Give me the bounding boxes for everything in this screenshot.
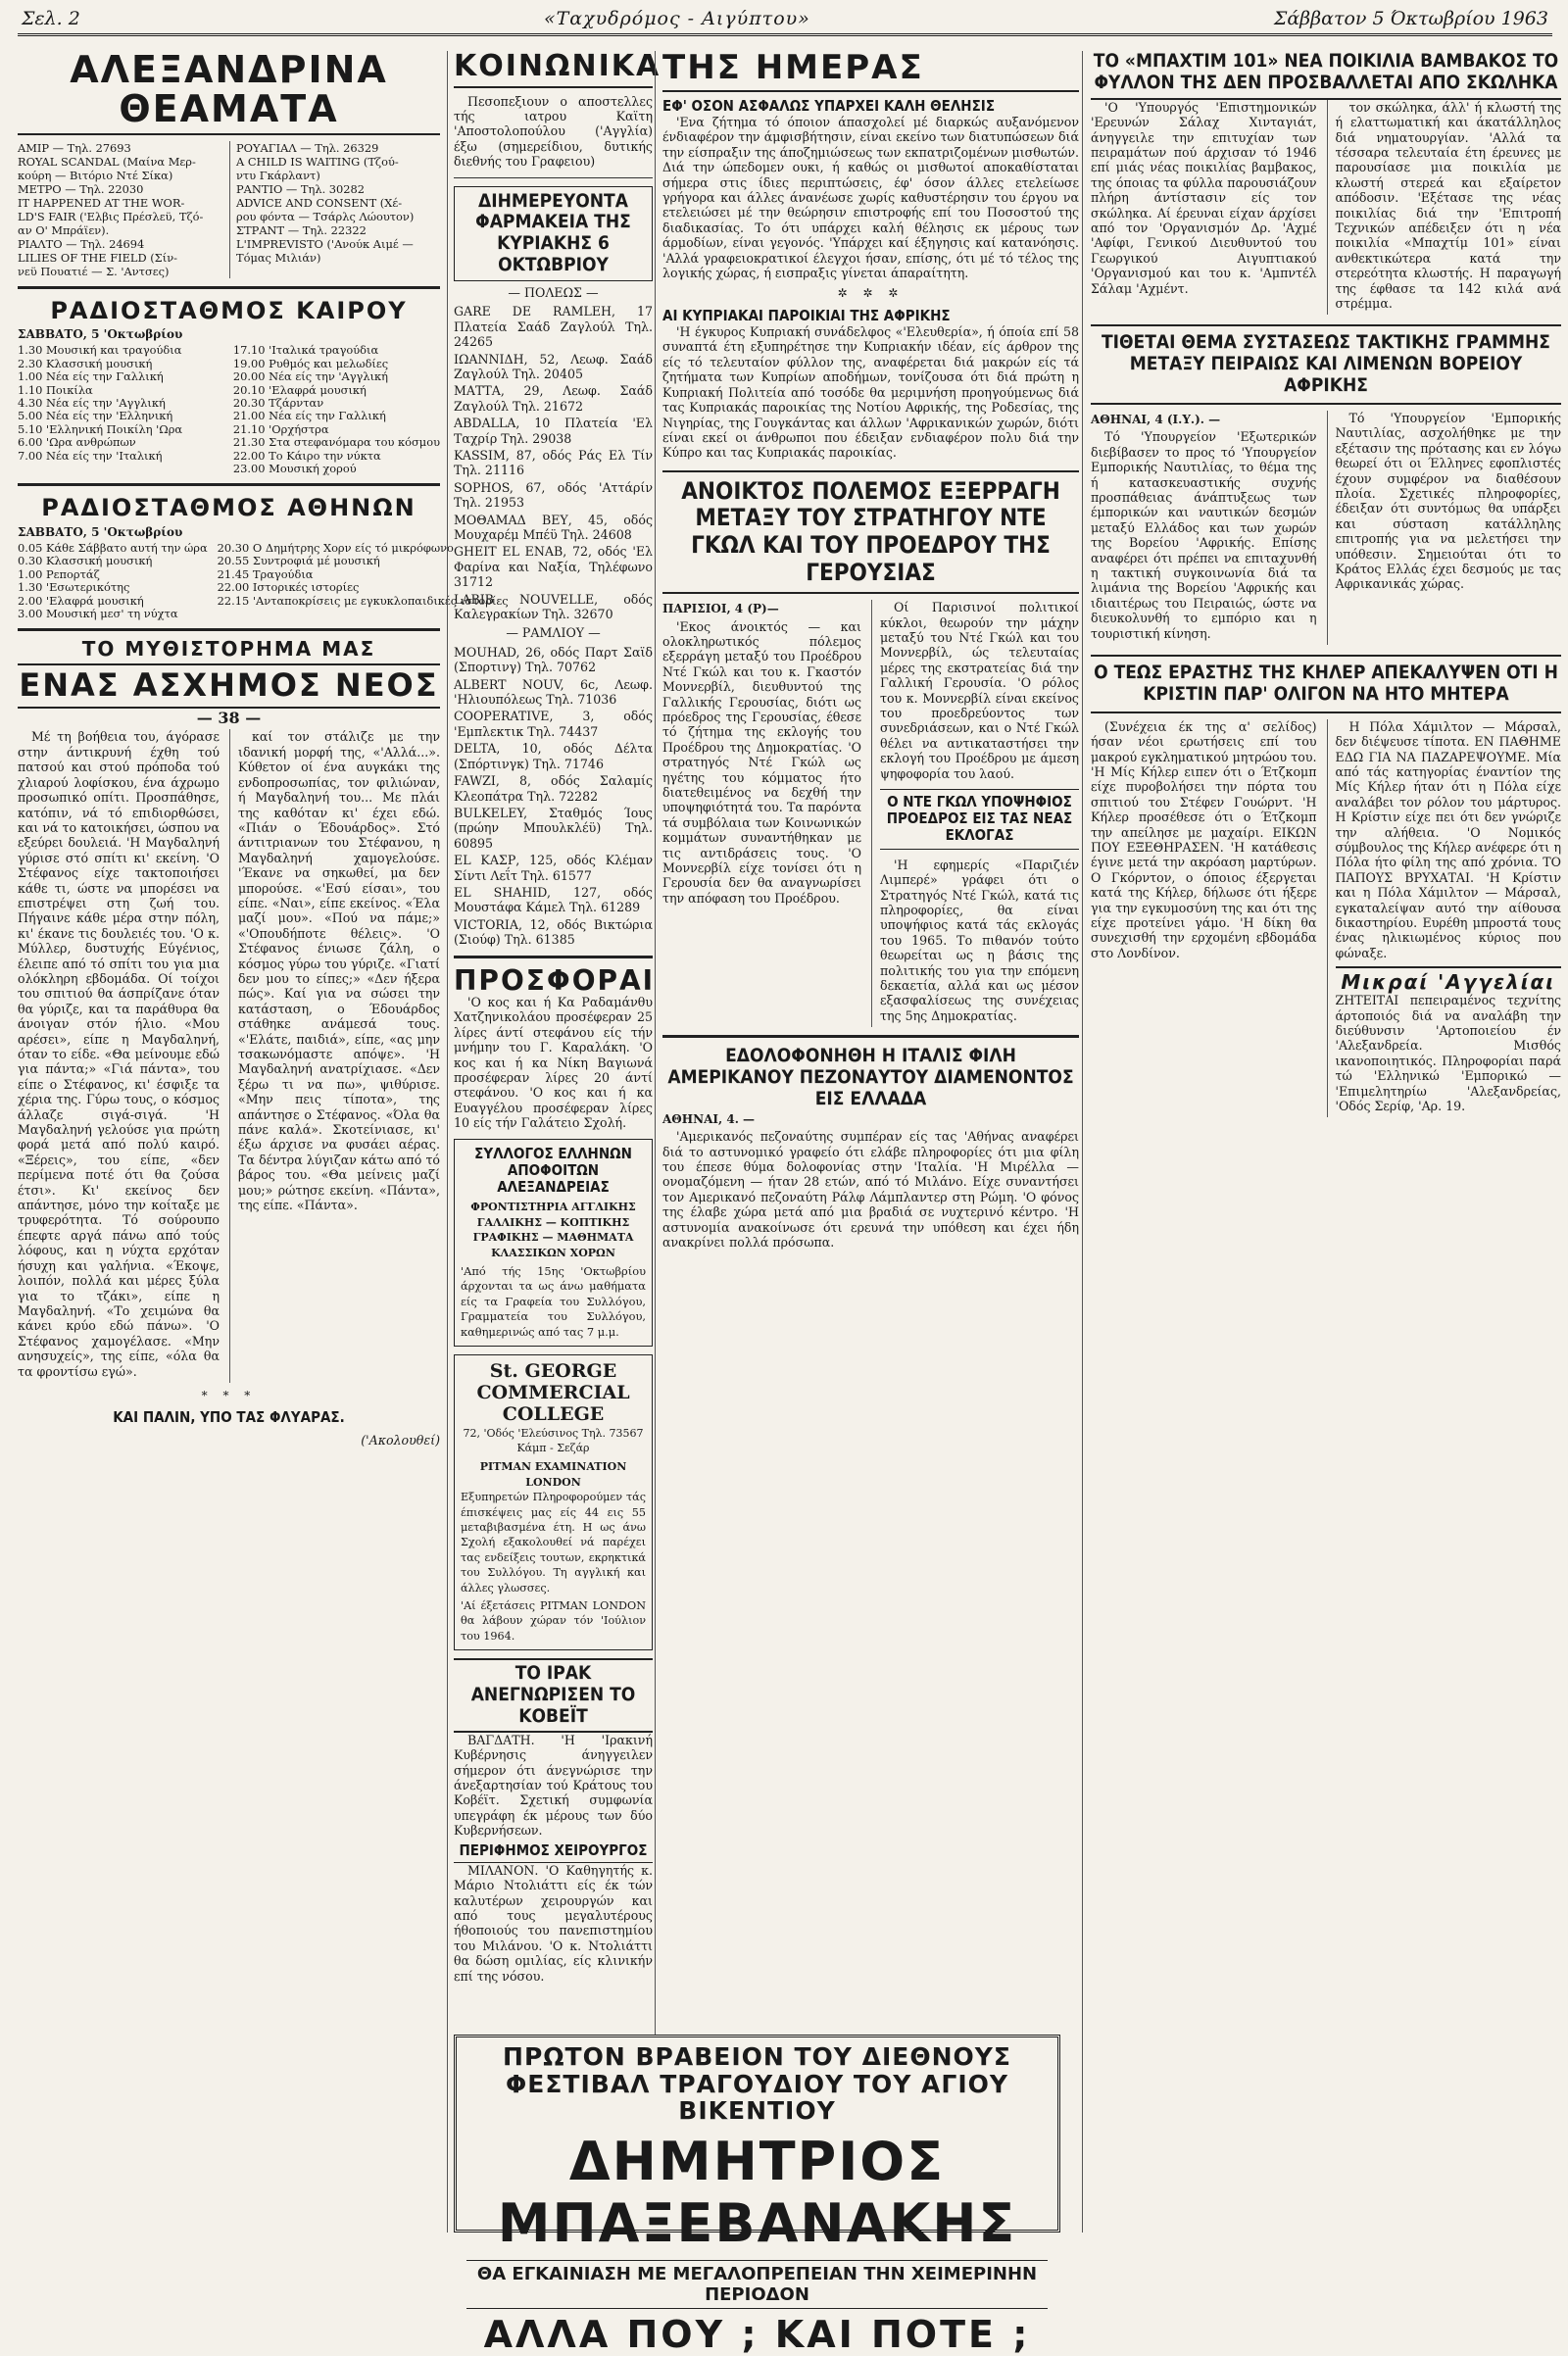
radio-program-line: 22.00 Ιστορικές ιστορίες [217,580,360,595]
radio-program-line: 1.00 Νέα είς την Γαλλική [18,369,164,384]
cinema-listing-line: αν Ο' Μπράϊεν). [18,222,110,237]
pharmacy-entry: FAWZI, 8, οδός Σαλαμίς Κλεοπάτρα Τηλ. 72282 [454,773,653,804]
radio-athens-left [18,542,208,620]
pharmacy-entry: ALBERT NOUV, 6c, Λεωφ. 'Ηλιουπόλεως Τηλ. 71036 [454,676,653,708]
radio-cairo-title: ΡΑΔΙΟΣΤΑΘΜΟΣ ΚΑΙΡΟΥ [50,296,408,324]
pharmacy-entry: VICTORIA, 12, οδός Βικτώρια (Σιούφ) Τηλ. 61385 [454,916,653,948]
radio-program-line: 1.30 Μουσική και τραγούδια [18,343,182,358]
pharmacy-entry: ΙΩΑΝΝΙΔΗ, 52, Λεωφ. Σαάδ Ζαγλούλ Τηλ. 20405 [454,351,653,381]
radio-program-line: 23.00 Μουσική χορού [232,462,357,476]
war-text-left: 'Εκος άνοικτός — και ολοκληρωτικός πόλεμος εξερράγη μεταξύ του Προέδρου Ντέ Γκώλ και του κ. Γκαστόν Μοννερβίλ, διευθυντού της Γαλλικής Γερουσίας, διότι ως πρόεδρος της Γερουσίας, έθεσε τό ζήτημα της εκλογής του Προέδρου της Δημοκρατίας. 'Ο στρατηγός Ντέ Γκώλ ως ηγέτης του κόμματος ήτο διατεθειμένος να δεχθή την υποψηφιότητά του. Τα παρόντα τά συμβόλαια των Κοινωνικών κομμάτων συναντήθηκαν με τις αντιδράσεις τους. 'Ο Μοννερβίλ είχε τονίσει ότι η Γερουσία δεν θα αναγνωρίσει την απόφαση του Προέδρου. [662,618,861,906]
college-address: 72, 'Οδός 'Ελεύσινος Τηλ. 73567 Κάμπ - Σεζάρ [463,1426,644,1454]
radio-program-line: 20.30 Ο Δημήτρης Χορν είς τό μικρόφωνο [217,541,454,556]
radio-program-line: 1.30 'Εσωτερικότης [18,580,130,595]
cinema-listing-line: IT HAPPENED AT THE WOR- [18,195,185,210]
murder-text: 'Αμερικανός πεζοναύτης συμπέραν είς τας 'Αθήνας αναφέρει διά το αστυνομικό γραφείο ότι ελάβε πληροφορίες ότι μια φίλη του έπεσε θύμα δολοφονίας στην 'Ιταλία. 'Η Μιρέλλα — ονομαζόμενη — ήταν 28 ετών, από τό Μιλάνο. Είχε συναντήσει τον Αμερικανό πεζοναύτη Ράλφ Λάμπλαντερ στη Ρώμη. 'Ο φόνος της έλαβε χώρα μετά από μια βραδιά σε νυχτερινό κέντρο. 'Η αστυνομία ανακοίνωσε ότι ερευνά την υπόθεση και έχει ήδη ανακρίνει πολλά πρόσωπα. [662,1129,1079,1250]
day-title: ΤΗΣ ΗΜΕΡΑΣ [662,51,1079,92]
theme-dateline: ΑΘΗΝΑΙ, 4 (Ι.Υ.). — [1091,412,1221,426]
cinema-listing-line: ΡΙΑΛΤΟ — Τηλ. 24694 [18,236,145,251]
radio-program-line: 21.45 Τραγούδια [217,566,314,581]
pharmacy-entry: GHEIT EL ENAB, 72, οδός 'Ελ Φαρίνα και Ναξία, Τηλέφωνο 31712 [454,544,653,590]
cinema-listing-line: LD'S FAIR ('Ελβις Πρέσλεϋ, Τζό- [18,209,204,223]
iraq-headline: ΤΟ ΙΡΑΚ ΑΝΕΓΝΩΡΙΣΕΝ ΤΟ ΚΟΒΕΪΤ [454,1658,653,1733]
keeler-text-left: (Συνέχεια έκ της α' σελίδος) ήσαν νέοι ερωτήσεις επί του μακρού εγκληματικού μητρώου του. 'Η Μίς Κήλερ ειπεν ότι ο Έτζκομπ είχε πυροβολήσει την πόρτα του σπιτιού του Στέφεν Γουώρντ. 'Η Κήλερ προσέθεσε ότι ο Έτζκομπ την απείλησε με μαχαίρι. ΕΙΚΩΝ ΠΟΥ ΕΞΕΘΗΡΑΣΕΝ. 'Η κατάθεσις έγινε μετά την ακρόαση μαρτύρων. Ο Γκόρντον, ο όποιος έξεργεται κατά της Κήλερ, δήλωσε ότι ήξερε για την εγκυμοσύνη της και ότι της είχε προτείνει γάμο. 'Η δίκη θα συνεχισθή την ερχομένη εβδομάδα στο Λονδίνον. [1091,718,1317,960]
war-headline-1: ΑΝΟΙΚΤΟΣ ΠΟΛΕΜΟΣ ΕΞΕΡΡΑΓΗ [681,476,1060,505]
radio-cairo-right [233,344,440,475]
cinema-listing-line: ROYAL SCANDAL (Μαίνα Μερ- [18,154,196,169]
cinema-listing-line: Τόμας Μιλιάν) [236,250,321,265]
pharmacy-entry: ABDALLA, 10 Πλατεία 'Ελ Ταχρίρ Τηλ. 29038 [454,416,653,446]
novel-title: ΕΝΑΣ ΑΣΧΗΜΟΣ ΝΕΟΣ [18,663,440,709]
stars-divider: ✲ ✲ ✲ [837,286,905,301]
radio-program-line: 7.00 Νέα είς την 'Ιταλική [18,448,163,463]
college-final: 'Αί έξετάσεις PITMAN LONDON θα λάβουν χώραν τόν 'Ιούλιον του 1964. [461,1599,646,1643]
pharmacy-entry: ΜΑΤΤΑ, 29, Λεωφ. Σαάδ Ζαγλούλ Τηλ. 21672 [454,383,653,414]
murder-dateline: ΑΘΗΝΑΙ, 4. — [662,1111,756,1126]
banner-question: ΑΛΛΑ ΠΟΥ ; ΚΑΙ ΠΟΤΕ ; [483,2312,1031,2356]
cinema-list-left [18,141,221,278]
novel-continues: ('Ακολουθεί) [361,1432,440,1448]
war-headline-box [662,470,1079,594]
pharmacy-entry: ΕL ΚΑΣΡ, 125, οδός Κλέμαν Σίντι Λεΐτ Τηλ. 61577 [454,853,653,883]
club-subtitle: ΦΡΟΝΤΙΣΤΗΡΙΑ ΑΓΓΛΙΚΗΣ ΓΑΛΛΙΚΗΣ — ΚΟΠΤΙΚΗΣ ΓΡΑΦΙΚΗΣ — ΜΑΘΗΜΑΤΑ ΚΛΑΣΣΙΚΩΝ ΧΟΡΩΝ [470,1201,636,1259]
paper-name: «Ταχυδρόμος - Αιγύπτου» [543,8,810,29]
newspaper-page [18,8,1561,2356]
radio-program-line: 20.00 Νέα είς την 'Αγγλική [232,369,388,384]
pharmacy-entry: SOPHOS, 67, οδός 'Αττάρίν Τηλ. 21953 [454,479,653,511]
cinema-listing-line: ΡΑΝΤΙΟ — Τηλ. 30282 [236,181,366,196]
pharmacies-ramleh-list [454,645,653,948]
cinema-listing-line: L'IMPREVISTO ('Ανούκ Αιμέ — [236,236,414,251]
banner-award-line: ΠΡΩΤΟΝ ΒΡΑΒΕΙΟΝ ΤΟΥ ΔΙΕΘΝΟΥΣ ΦΕΣΤΙΒΑΛ ΤΡΑΓΟΥΔΙΟΥ ΤΟΥ ΑΓΙΟΥ ΒΙΚΕΝΤΙΟΥ [503,2042,1011,2125]
cinema-listing-line: ADVICE AND CONSENT (Χέ- [236,195,403,210]
radio-program-line: 4.30 Νέα είς την 'Αγγλική [18,396,166,410]
cinema-listing-line: ΜΕΤΡΟ — Τηλ. 22030 [18,181,144,196]
cinema-listing-line: ρου φόντα — Τσάρλς Λώουτον) [236,209,415,223]
cinema-listing-line: ΡΟΥΑΓΙΑΛ — Τηλ. 26329 [236,140,379,155]
war-body [662,600,1079,1027]
theme-text-right: Τό 'Υπουργείον 'Εμπορικής Ναυτιλίας, ασχολήθηκε με την εξέτασιν της πρότασης και εν λόγω θεωρεί ότι οι Έλληνες εφοπλιστές έχουν συμφέρον να διαθέσουν πλοία. Σχετικές πληροφορίες, έδειξαν ότι συντόμως θα υπάρξει και σύσταση κατάλληλης επιτροπής για να μελετήσει την υπόθεσιν. Σημειούται ότι το Κράτος Ελλάς έχει δεσμούς με τας Αφρικανικάς χώρας. [1335,410,1561,592]
stars-divider: * * * [201,1388,257,1402]
college-box [454,1354,653,1650]
keeler-body [1091,719,1561,1118]
radio-program-line: 1.00 Ρεπορτάζ [18,566,100,581]
cyprus-headline: ΑΙ ΚΥΠΡΙΑΚΑΙ ΠΑΡΟΙΚΙΑΙ ΤΗΣ ΑΦΡΙΚΗΣ [662,306,951,324]
pharmacy-entry: EL SHAHID, 127, οδός Μουστάφα Κάμελ Τηλ. 61289 [454,884,653,915]
radio-program-line: 19.00 Ρυθμός και μελωδίες [232,356,389,370]
mbaxtim-headline: ΤΟ «ΜΠΑΧΤΙΜ 101» ΝΕΑ ΠΟΙΚΙΛΙΑ ΒΑΜΒΑΚΟΣ ΤΟ ΦΥΛΛΟΝ ΤΗΣ ΔΕΝ ΠΡΟΣΒΑΛΛΕΤΑΙ ΑΠΟ ΣΚΩΛΗΚΑ [1091,51,1561,100]
novel-part: — 38 — [196,709,262,728]
offers-text: 'Ο κος και ή Κα Ραδαμάνθυ Χατζηνικολάου προσέφεραν 25 λίρες άντί στεφάνου είς τήν μνήμην του Γ. Καραλάκη. 'Ο κος και ή κα Νίκη Βαγιωνά προσέφεραν λίρες 20 άντί στεφάνου. 'Ο κος και ή κα Ευαγγέλου προσέφεραν λίρες 10 είς τήν Γαλάτειο Σχολή. [454,994,653,1131]
cinema-listings [18,141,440,278]
offers-title: ΠΡΟΣΦΟΡΑΙ [454,963,656,997]
radio-program-line: 20.10 'Ελαφρά μουσική [232,382,367,397]
cinema-listing-line: A CHILD IS WAITING (Τζού- [236,154,399,169]
radio-program-line: 17.10 'Ιταλικά τραγούδια [232,343,379,358]
club-text: 'Από τής 15ης 'Οκτωβρίου άρχονται τα ως άνω μαθήματα είς τα Γραφεία του Συλλόγου, Γραμματεία του Συλλόγου, καθημερινώς από τας 7 μ.μ. [461,1263,646,1339]
cyprus-text: 'Η έγκυρος Κυπριακή συνάδελφος «'Ελευθερία», ή όποία επί 58 συναπτά έτη εξυπηρέτησε την Κυπριακήν ιδέαν, είς άρθρον της είς τό τελευταίον φύλλον της, αναφέρεται διά μακρών είς τά ζητήματα των Κυπρίων αποδήμων, τονίζουσα ότι διά πρώτη η Κυπριακή Πολιτεία από τοσόδε θα μεριμνήση προηγούμενως διά τας Κυπριακάς παροικίας της Νοτίου Αφρικής, της Ροδεσίας, της Νιγηρίας, της Γουγκάντας και άλλων 'Αφρικανικών χωρών, διότι είναι εκεί οι άνθρωποι που έδειξαν ενδιαφέρον πολυ διά την Κύπρο και τας Κυπριακάς παροικίας. [662,324,1079,461]
surgeon-text: ΜΙΛΑΝΟΝ. 'Ο Καθηγητής κ. Μάριο Ντολιάττι είς έκ τών καλυτέρων χειρουργών και από τους μεγαλυτέρους ήθοποιούς του πανεπιστημίου του Μιλάνου. 'Ο κ. Ντολιάττι θα δώση ομιλίας, είς κλινικήν επί της νόσου. [454,1862,653,1984]
column-1 [18,48,509,2233]
mbaxtim-body [1091,100,1561,316]
theme-body [1091,411,1561,645]
murder-headline: ΕΔΟΛΟΦΟΝΗΘΗ Η ΙΤΑΛΙΣ ΦΙΛΗ ΑΜΕΡΙΚΑΝΟΥ ΠΕΖΟΝΑΥΤΟΥ ΔΙΑΜΕΝΟΝΤΟΣ ΕΙΣ ΕΛΛΑΔΑ [667,1045,1074,1109]
radio-program-line: 22.15 'Ανταποκρίσεις με εγκυκλοπαιδικές ιστορίες [217,593,509,608]
college-subtitle: PITMAN EXAMINATION LONDON [479,1460,627,1489]
radio-athens-date: ΣΑΒΒΑΤΟ, 5 'Οκτωβρίου [18,524,183,539]
keeler-headline-box [1091,655,1561,713]
radio-program-line: 20.55 Συντροφιά μέ μουσική [217,554,380,568]
radio-cairo-schedule [18,344,440,475]
college-text: Εξυπηρετών Πληροφορούμεν τάς έπισκέψεις μας είς 44 εις 55 μεταβιβασμένα έτη. Η ως άνω Σχολή εξακολουθεί νά παρέχει τας ενδείξεις τουτων, εκρηκτικά του Συλλόγου. Τη αγγλική και άλλες γλωσσες. [461,1491,646,1595]
radio-program-line: 20.30 Τζάρνταν [232,396,324,410]
pharmacy-entry: GARE DE RAMLEH, 17 Πλατεία Σαάδ Ζαγλούλ Τηλ. 24265 [454,304,653,350]
pharmacy-entry: LABIB NOUVELLE, οδός Καλεγρακίων Τηλ. 32670 [454,591,653,622]
banner-artist-name: ΔΗΜΗΤΡΙΟΣ ΜΠΑΞΕΒΑΝΑΚΗΣ [497,2130,1017,2254]
festival-banner [454,2035,1060,2356]
column-3 [655,48,1079,2233]
radio-cairo-left [18,344,223,475]
cinema-title: ΑΛΕΞΑΝΔΡΙΝΑ ΘΕΑΜΑΤΑ [18,51,440,135]
pharmacy-entry: MOUHAD, 26, οδός Παρτ Σαϊδ (Σπορτινγ) Τηλ. 70762 [454,644,653,675]
social-text: Πεσοπεξιουν ο αποστελλες τής ιατρου Καϊτη 'Αποστολοπούλου ('Αγγλία) έξω (σημερείδιου, δυτικής διεθνής του Γραφειου) [454,93,653,170]
day-text: 'Ενα ζήτημα τό όποιον άπασχολεί μέ διαρκώς αυξανόμενον ένδιαφέρον την άμφισβήτησιν, είναι εκείνο των διατυπώσεων διά την είσπραξιν της άποζημιώσεως των εκπατριζομένων μισθωτών. Διά την ώπεδομεν ουκι, ή καθώς οι μισθωτοί αποκαθίσταται σήμερα στις ίδιες περιπτώσεις, έφ' όσον άλλες ετελείωσε γρήγορα και άλλες άνανέωσε χωρίς καθυστέρησιν του έργου να ετελειώσει μέ την θεώρησιν επιστροφής επί του Ποσοστού της διαδικασίας. Το ότι υπάρχει καλή θέλησις εκ μέρους των άρμοδίων, είναι γεγονός. 'Υπάρχει καί έξηγησις καί κατανόησις. 'Αλλά γραφειοκρατικοί έλεγχοι ήσαν, επίσης, ότι μέ τό τέλος της λογικής χώρας, ή εισπραξις γίνεται άπαραίτητη. [662,114,1079,280]
surgeon-headline: ΠΕΡΙΦΗΜΟΣ ΧΕΙΡΟΥΡΓΟΣ [454,1842,653,1863]
radio-program-line: 2.30 Κλασσική μουσική [18,356,153,370]
novel-section2: ΚΑΙ ΠΑΛΙΝ, ΥΠΟ ΤΑΣ ΦΛΥΑΡΑΣ. [113,1408,345,1427]
novel-heading: ΤΟ ΜΥΘΙΣΤΟΡΗΜΑ ΜΑΣ [81,637,376,662]
pharmacy-entry: KASSIM, 87, οδός Ράς Ελ Τίν Τηλ. 21116 [454,447,653,478]
day-headline: ΕΦ' ΟΣΟΝ ΑΣΦΑΛΩΣ ΥΠΑΡΧΕΙ ΚΑΛΗ ΘΕΛΗΣΙΣ [662,96,996,115]
radio-program-line: 22.00 Το Κάιρο την νύκτα [232,448,381,463]
theme-text-left: Τό 'Υπουργείον 'Εξωτερικών διεβίβασεν το προς τό 'Υπουργείον Εμπορικής Ναυτιλίας, το θέμα της ή κατασκευαστικής συχνής προσπάθειας άνάπτυξεως των έμπορικών και ναυτικών δεσμών μεταξύ Ελλάδος και των χωρών της Βορείου 'Αφρικής. Επίσης αναφέρει ότι πρέπει να επιταχυνθή η τακτική συγκοινωνία διά τα λιμάνια της Βορείου 'Αφρικής και ιδιαιτέρως του Πειραιώς, ώστε να διευκολυνθή το εμπόριο και η τουριστική κίνηση. [1091,429,1317,641]
mbaxtim-text-right: τον σκώληκα, άλλ' ή κλωστή της ή ελαττωματική και άκατάλληλος διά νηματουργίαν. 'Αλλά τα τέσσαρα τελευταία έτη έρευνες με παρουσίασε μια ποικιλία με κλωστή στερεά και εξαίρετον απόδοσιν. 'Εξέτασε της νέας ποικιλίας διά την 'Επιτροπή Τεχνικών απέδειξεν ότι η νέα ποικιλία «Μπαχτίμ 101» είναι ανθεκτικώτερα κατά την στερεότητα κλωστής. Η παραγωγή της έφθασε τα 142 κιλά ανά στρέμμα. [1335,99,1561,311]
radio-cairo-date: ΣΑΒΒΑΤΟ, 5 'Οκτωβρίου [18,326,183,341]
radio-athens-title: ΡΑΔΙΟΣΤΑΘΜΟΣ ΑΘΗΝΩΝ [41,494,416,522]
column-4 [1082,51,1561,2233]
theme-headline-box [1091,324,1561,405]
small-ad-text: ΖΗΤΕΙΤΑΙ πεπειραμένος τεχνίτης άρτοποιός διά να αναλάβη την διεύθυνσιν 'Αρτοποιείου έν 'Αλεξανδρεία. Μισθός ικανοποιητικός. Πληροφορίαι παρά τώ 'Ελληνικώ 'Εμπορικώ — 'Επιμελητηρίω 'Αλεξανδρείας, 'Οδός Σερίφ, 'Αρ. 19. [1335,993,1561,1114]
radio-program-line: 1.10 Ποικίλα [18,382,93,397]
masthead [18,8,1552,36]
novel-body [18,729,440,1382]
pharmacies-title: ΔΙΗΜΕΡΕΥΟΝΤΑ ΦΑΡΜΑΚΕΙΑ ΤΗΣ ΚΥΡΙΑΚΗΣ 6 ΟΚΤΩΒΡΙΟΥ [454,186,653,281]
club-title: ΣΥΛΛΟΓΟΣ ΕΛΛΗΝΩΝ ΑΠΟΦΟΙΤΩΝ ΑΛΕΞΑΝΔΡΕΙΑΣ [474,1144,632,1197]
cinema-listing-line: ντυ Γκάρλαντ) [236,168,320,182]
club-box [454,1139,653,1347]
war-dateline: ΠΑΡΙΣΙΟΙ, 4 (Ρ)— [662,602,779,616]
radio-program-line: 21.30 Στα στεφανόμαρα του κόσμου [232,435,440,450]
war-headline-2: ΜΕΤΑΞΥ ΤΟΥ ΣΤΡΑΤΗΓΟΥ ΝΤΕ ΓΚΩΛ ΚΑΙ ΤΟΥ ΠΡΟΕΔΡΟΥ ΤΗΣ ΓΕΡΟΥΣΙΑΣ [691,504,1051,586]
keeler-text-right: Η Πόλα Χάμιλτον — Μάρσαλ, δεν διέψευσε τίποτα. ΕΝ ΠΑΘΗΜΕ ΕΔΩ ΓΙΑ ΝΑ ΠΑΖΑΡΕΨΟΥΜΕ. Μία από τάς κατηγορίας έναντίον της Μίς Κήλερ ήταν ότι η Πόλα είχε αναλάβει τον ρόλον του μάρτυρος. Η Κρίστιν είχε πει ότι δεν γνώριζε την αλήθεια. 'Ο Νομικός σύμβουλος της Κήλερ ανέφερε ότι η Πόλα ήτο φίλη της από χρόνια. ΤΟ ΠΑΠΟΥΣ ΒΡΥΧΑΤΑΙ. 'Η Κρίστιν και η Πόλα Χάμιλτον — Μάρσαλ, εγκαταλείψαν αυτό την αίθουσα δικαστηρίου. Ευρέθη μπροστά τους ένας ηλικιωμένος κύριος που φώναξε. [1335,718,1561,960]
novel-text-left: Μέ τη βοήθεια του, άγόρασε στην άντικρυνή έχθη τού πατσού και στού πρόποδα τού χλιαρού λοφίσκου, ένα άχρωμο προσωπικό οπίτι. Προσπάθησε, κατόπιν, νά τό επιδιορθώσει, και νά το κατοικήσει, ώσπου να εξεύρει δουλειά. 'Η Μαγδαληνή γύρισε στό σπίτι κι' εκείνη. 'Ο Στέφανος είχε τακτοποιήσει κάθε τι, ώστε να μπορέσει να επιστρέψει στη ζωή του. Πήγαινε κάθε μέρα στην πόλη, κι' έκανε τις δουλειές του. 'Ο κ. Μύλλερ, δυστυχής Εύγένιος, έλειπε από τό σπίτι του για μια ολόκληρη εβδομάδα. Οί τοίχοι του σπιτιού θα άσπρίζανε όταν θα γύριζε, και τα παράθυρα θα άνοιγαν στόν ήλιο. «Μου αρέσει», είπε η Μαγδαληνή, όταν το είδε. «Θα μείνουμε εδώ για πάντα;» «Γιά πάντα», του είπε ο Στέφανος, κι' έσφιξε τα χέρια της. Γύρω τους, ο κόσμος άλλαζε σιγά-σιγά. 'Η Μαγδαληνή γελούσε για πρώτη φορά μετά από πολύ καιρό. «Ξέρεις», του είπε, «δεν περίμενα ποτέ ότι θα ζούσα έτσι». Κι' εκείνος δεν απάντησε, μόνο την κοίταξε με τρυφερότητα. Τό σούρουπο έπεφτε αργά πάνω από τούς λόφους, και η νύχτα ερχόταν ήσυχη και γαλήνια. «Έκοψε, λοιπόν, πολλά και μέρες ξύλα για το τζάκι», είπε η Μαγδαληνή. «Το χειμώνα θα κάνει κρύο εδώ πάνω». 'Ο Στέφανος χαμογέλασε. «Μην ανησυχείς», της είπε, «όλα θα τα φροντίσω εγώ». [18,729,220,1379]
cinema-listing-line: νεϋ Πουατιέ — Σ. 'Αντσες) [18,264,170,278]
radio-program-line: 21.10 'Ορχήστρα [232,421,329,436]
radio-program-line: 5.10 'Ελληνική Ποικίλη 'Ωρα [18,421,183,436]
college-title: St. GEORGE COMMERCIAL COLLEGE [476,1360,630,1425]
radio-program-line: 2.00 'Ελαφρά μουσική [18,593,144,608]
theme-headline: ΤΙΘΕΤΑΙ ΘΕΜΑ ΣΥΣΤΑΣΕΩΣ ΤΑΚΤΙΚΗΣ ΓΡΑΜΜΗΣ ΜΕΤΑΞΥ ΠΕΙΡΑΙΩΣ ΚΑΙ ΛΙΜΕΝΩΝ ΒΟΡΕΙΟΥ ΑΦΡΙΚΗΣ [1102,331,1550,397]
pharmacy-entry: COOPERATIVE, 3, οδός 'Εμπλεκτικ Τηλ. 74437 [454,709,653,739]
radio-program-line: 3.00 Μουσική μεσ' τη νύχτα [18,607,178,621]
cinema-list-right [229,141,440,278]
degaulle-candidate-headline: Ο ΝΤΕ ΓΚΩΛ ΥΠΟΨΗΦΙΟΣ ΠΡΟΕΔΡΟΣ ΕΙΣ ΤΑΣ ΝΕΑΣ ΕΚΛΟΓΑΣ [880,789,1079,850]
radio-program-line: 0.05 Κάθε Σάββατο αυτή την ώρα [18,541,208,556]
radio-program-line: 0.30 Κλασσική μουσική [18,554,153,568]
radio-program-line: 5.00 Νέα είς την 'Ελληνική [18,409,173,423]
novel-text-right: καί τον στάλιζε με την ιδανική μορφή της, «'Αλλά...». Κύθετον οί ένα αυγκάκι της ενδοπροσωπίας, τον φιλιώναν, ή Μαγδαληνή του... Με πλάι της καθόταν κι' έχει εδώ. «Πιάν ο Έδουάρδος». Στό άντιτριανων του Στέφανου, η Μαγδαληνή χαμογελούσε. 'Έκανε να σηκωθεί, μα δεν μπορούσε. «'Εσύ είσαι», του είπε. «Ναι», είπε εκείνος. «Έλα μαζί μου». «Πού να πάμε;» «'Οπουδήποτε θέλεις». 'Ο Στέφανος ένιωσε ζάλη, ο κόσμος γύρω του γύριζε. «Γιατί δεν μου το είπες;» «Δεν ήξερα πώς». Καί για να σώσει την κατάσταση, ο Έδουάρδος στάθηκε ανάμεσά τους. «'Ελάτε, παιδιά», είπε, «ας μην τσακωνόμαστε απόψε». 'Η Μαγδαληνή ανατρίχιασε. «Δεν ξέρω τι να πω», ψιθύρισε. «Μην πεις τίποτα», της απάντησε ο Στέφανος. «Όλα θα πάνε καλά». Σκοτείνιασε, κι' έξω άρχισε να φυσάει αέρας. Τα δέντρα λύγιζαν κάτω από τό βάρος του. «Θα μείνεις μαζί μου;» ρώτησε εκείνη. «Πάντα», της είπε. «Πάντα». [238,729,440,1213]
small-ads-title: Μικραί 'Αγγελίαι [1336,966,1562,993]
cinema-listing-line: ΣΤΡΑΝΤ — Τηλ. 22322 [236,222,367,237]
cinema-listing-line: ΑΜΙΡ — Τηλ. 27693 [18,140,131,155]
banner-season-line: ΘΑ ΕΓΚΑΙΝΙΑΣΗ ΜΕ ΜΕΓΑΛΟΠΡΕΠΕΙΑΝ ΤΗΝ ΧΕΙΜΕΡΙΝΗΝ ΠΕΡΙΟΔΟΝ [466,2260,1048,2309]
war-text-right: Οί Παρισινοί πολιτικοί κύκλοι, θεωρούν την μάχην μεταξύ του Ντέ Γκώλ και του Μοννερβίλ, ώς τελευταίας μέρες της εκστρατείας διά την Γαλλική Γερουσία. 'Ο ρόλος του κ. Μοννερβίλ είναι εκείνος του προεδρεύοντος των συνεδριάσεων, και ο Ντέ Γκώλ θέλει να αντικαταστήσει την εκλογή του Προέδρου με άμεση ψηφοφορία του λαού. [880,600,1079,781]
social-title: ΚΟΙΝΩΝΙΚΑ [454,51,653,88]
iraq-text: ΒΑΓΔΑΤΗ. 'Η 'Ιρακινή Κυβέρνησις άνηγγειλεν σήμερον ότι άνεγνώρισε την άνεξαρτησίαν τού Κράτους του Κοβέϊτ. Σχετική συμφωνία υπεγράφη έκ μέρους των δύο Κυβερνήσεων. [454,1732,653,1839]
keeler-headline: Ο ΤΕΩΣ ΕΡΑΣΤΗΣ ΤΗΣ ΚΗΛΕΡ ΑΠΕΚΑΛΥΨΕΝ ΟΤΙ Η ΚΡΙΣΤΙΝ ΠΑΡ' ΟΛΙΓΟΝ ΝΑ ΗΤΟ ΜΗΤΕΡΑ [1094,662,1558,705]
radio-program-line: 6.00 'Ωρα ανθρώπων [18,435,136,450]
pharmacy-entry: DELTA, 10, οδός Δέλτα (Σπόρτινγκ) Τηλ. 71746 [454,741,653,771]
cinema-listing-line: LILIES OF THE FIELD (Σίν- [18,250,177,265]
pharmacies-list [454,304,653,621]
pharmacies-city-label: — ΠΟΛΕΩΣ — [508,284,599,300]
cinema-listing-line: κούρη — Βιτόριο Ντέ Σίκα) [18,168,173,182]
pharmacy-entry: BULKELEY, Σταθμός Ίους (πρώην Μπουλκλέϋ) Τηλ. 60895 [454,805,653,851]
pharmacies-ramleh-label: — ΡΑΜΛΙΟΥ — [506,625,601,641]
issue-date: Σάββατον 5 Όκτωβρίου 1963 [1273,8,1548,29]
pharmacy-entry: ΜΟΘΑΜΑΔ ΒΕΥ, 45, οδός Μουχαρέμ Μπέϋ Τηλ. 24608 [454,512,653,542]
mbaxtim-text-left: 'Ο 'Υπουργός 'Επιστημονικών 'Ερευνών Σάλαχ Χινταγιάτ, άνηγγειλε την επιτυχίαν των πειραμάτων πού άρχισαν τό 1946 επί μιάς νέας ποικιλίας βαμβακος, της όποιας τα φύλλα παρουσιάζουν πλήρη άντίστασιν είς τον σκώληκα. Αί έρευναι είχαν άρχίσει από τον 'Οργανισμόν Δρ. 'Αχμέ 'Αφίφι, Γενικού Διευθυντού του Γεωργικού Αιγυπτιακού 'Οργανισμού και του κ. 'Αμπντέλ Σάλαμ 'Αχμέντ. [1091,99,1317,296]
page-number: Σελ. 2 [22,8,80,29]
degaulle-text: 'Η εφημερίς «Παριζιέν Λιμπερέ» γράφει ότι ο Στρατηγός Ντέ Γκώλ, κατά τις πληροφορίες, θα είναι υποψήφιος κατά τάς εκλογάς του 1965. Το πιθανόν τούτο θεωρείται ως η βάσις της πολιτικής του για την επόμενη δεκαετία, αλλά και ως μέσον εξασφαλίσεως της συνέχειας της 5ης Δημοκρατίας. [880,857,1079,1023]
radio-athens-schedule [18,541,509,621]
column-2 [447,49,662,2233]
radio-program-line: 21.00 Νέα είς την Γαλλική [232,409,386,423]
